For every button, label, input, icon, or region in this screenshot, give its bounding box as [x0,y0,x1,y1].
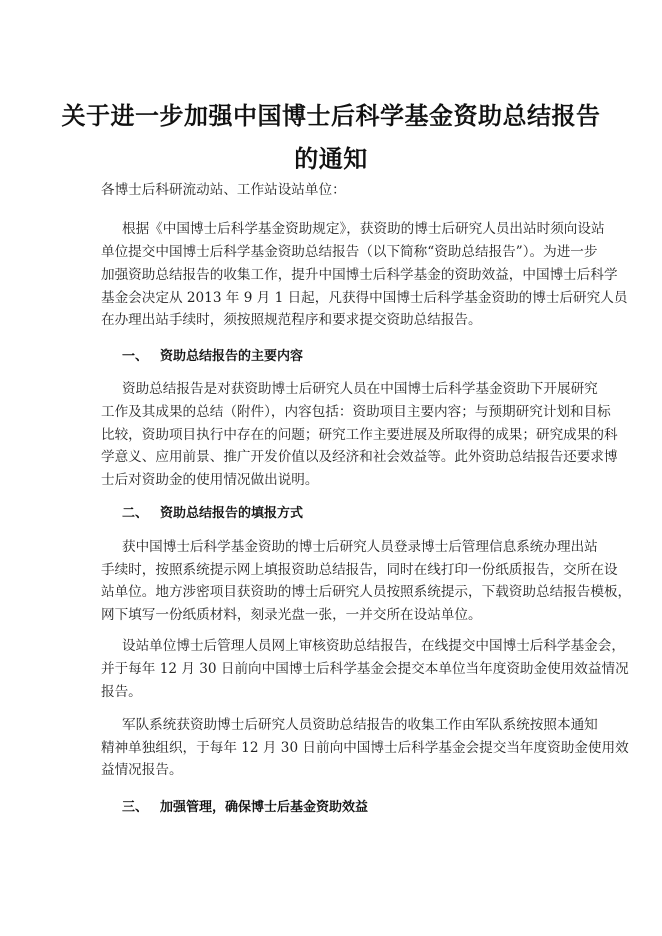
paragraph-line: 设站单位博士后管理人员网上审核资助总结报告，在线提交中国博士后科学基金会， [122,638,625,654]
intro-line: 基金会决定从 2013 年 9 月 1 日起，凡获得中国博士后科学基金资助的博士后研究人员 [101,290,628,306]
document-title-line-1: 关于进一步加强中国博士后科学基金资助总结报告 [61,102,601,130]
paragraph-line: 比较，资助项目执行中存在的问题；研究工作主要进展及所取得的成果；研究成果的科 [101,427,618,443]
paragraph-line: 士后对资助金的使用情况做出说明。 [101,472,319,488]
paragraph-line: 获中国博士后科学基金资助的博士后研究人员登录博士后管理信息系统办理出站 [122,539,598,555]
section-heading-text: 加强管理，确保博士后基金资助效益 [160,800,369,815]
paragraph-line: 手续时，按照系统提示网上填报资助总结报告，同时在线打印一份纸质报告，交所在设 [101,562,618,578]
paragraph-line: 站单位。地方涉密项目获资助的博士后研究人员按照系统提示，下载资助总结报告模板， [101,584,632,600]
paragraph-line: 益情况报告。 [101,762,183,778]
section-heading-3 [122,796,368,815]
intro-line: 在办理出站手续时，须按照规范程序和要求提交资助总结报告。 [101,312,482,328]
paragraph-line: 网下填写一份纸质材料，刻录光盘一张，一并交所在设站单位。 [101,607,482,623]
intro-line: 加强资助总结报告的收集工作，提升中国博士后科学基金的资助效益，中国博士后科学 [101,267,618,283]
paragraph-line: 学意义、应用前景、推广开发价值以及经济和社会效益等。此外资助总结报告还要求博 [101,449,618,465]
section-number: 二、 [122,506,149,521]
section-number: 三、 [122,800,149,815]
document-title-line-2: 的通知 [294,145,368,173]
section-heading-text: 资助总结报告的主要内容 [160,349,304,364]
intro-line: 单位提交中国博士后科学基金资助总结报告（以下简称“资助总结报告”）。为进一步 [101,244,598,260]
paragraph-line: 工作及其成果的总结（附件），内容包括：资助项目主要内容；与预期研究计划和目标 [101,404,611,420]
paragraph-line: 资助总结报告是对获资助博士后研究人员在中国博士后科学基金资助下开展研究 [122,381,598,397]
paragraph-line: 报告。 [101,684,142,700]
paragraph-line: 并于每年 12 月 30 日前向中国博士后科学基金会提交本单位当年度资助金使用效益情况 [101,661,629,677]
paragraph-line: 军队系统获资助博士后研究人员资助总结报告的收集工作由军队系统按照本通知 [122,717,598,733]
salutation: 各博士后科研流动站、工作站设站单位： [101,182,346,198]
section-heading-text: 资助总结报告的填报方式 [160,506,304,521]
paragraph-line: 精神单独组织，于每年 12 月 30 日前向中国博士后科学基金会提交当年度资助金使用效 [101,740,629,756]
intro-line: 根据《中国博士后科学基金资助规定》，获资助的博士后研究人员出站时须向设站 [122,221,605,237]
section-number: 一、 [122,349,149,364]
section-heading-2 [122,502,303,521]
section-heading-1 [122,345,303,364]
